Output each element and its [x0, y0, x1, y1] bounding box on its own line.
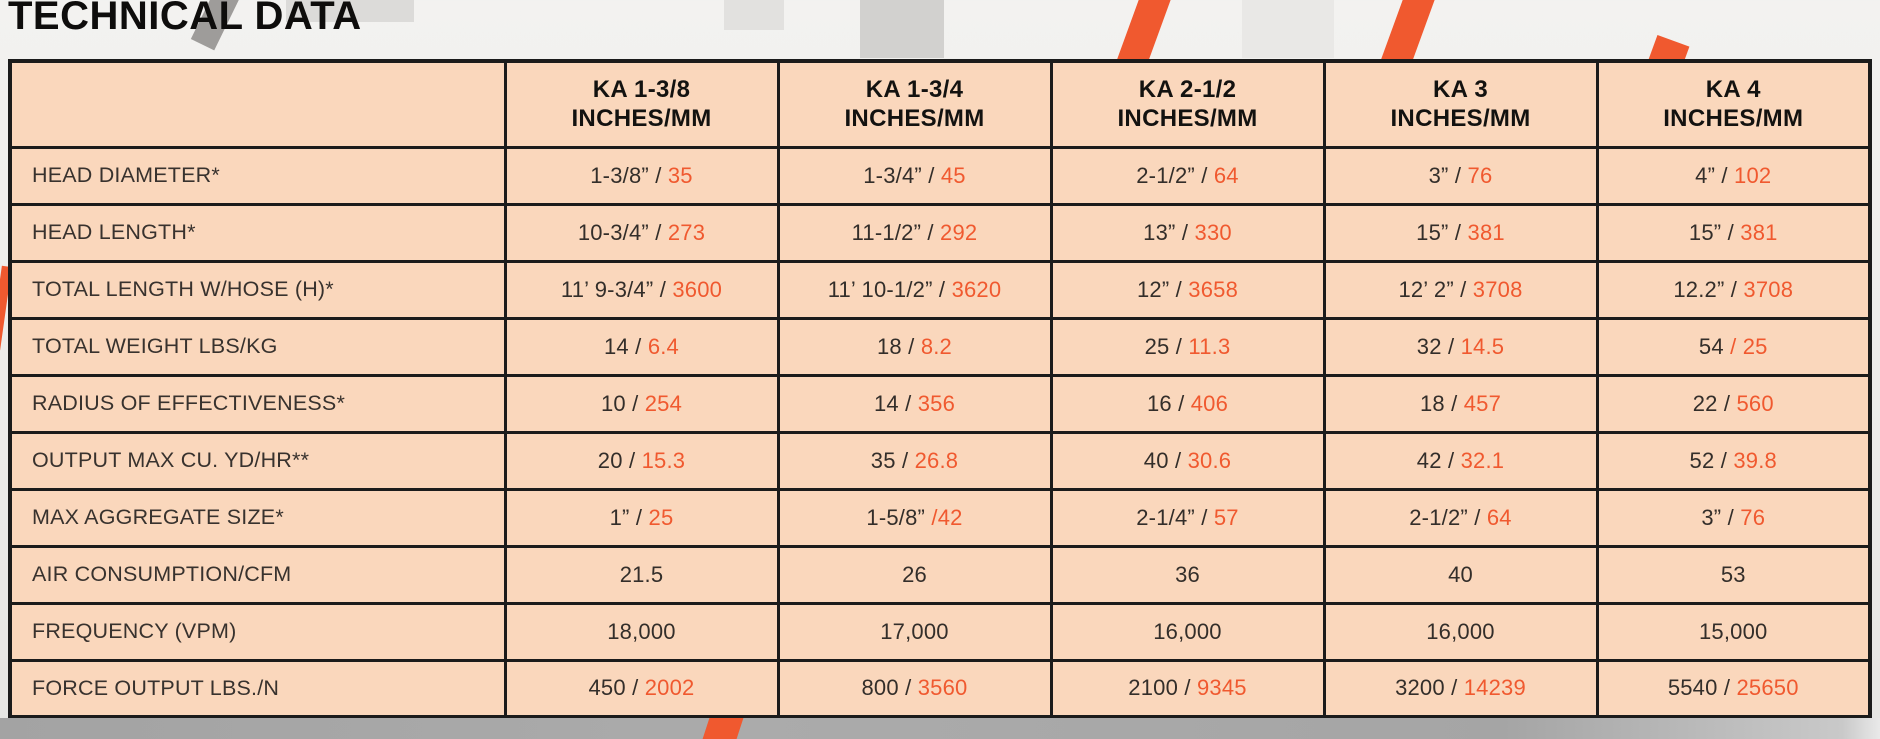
spec-cell: [778, 375, 1051, 432]
metric-value: 292: [940, 219, 978, 245]
metric-value: 356: [917, 390, 956, 416]
imperial-value: 16 /: [1146, 390, 1191, 416]
spec-cell: [1597, 432, 1870, 489]
column-header-model: KA 1-3/4: [865, 75, 964, 103]
imperial-value: 20 /: [597, 447, 642, 473]
column-header-units: INCHES/MM: [1117, 105, 1258, 133]
spec-cell: [778, 261, 1051, 318]
page-title: TECHNICAL DATA: [8, 0, 362, 38]
bottom-gray-band: [0, 718, 1880, 739]
table-row: [10, 261, 1870, 318]
imperial-value: 54: [1698, 333, 1731, 359]
imperial-value: 3” /: [1428, 162, 1468, 188]
spec-cell: [1597, 660, 1870, 717]
imperial-value: 13” /: [1143, 219, 1195, 245]
metric-value: 76: [1740, 504, 1766, 530]
spec-cell: [1324, 318, 1597, 375]
metric-value: 25: [648, 504, 674, 530]
imperial-value: 53: [1720, 561, 1746, 587]
imperial-value: 40 /: [1143, 447, 1188, 473]
imperial-value: 3” /: [1701, 504, 1741, 530]
imperial-value: 42 /: [1416, 447, 1461, 473]
metric-value: 25650: [1736, 675, 1799, 701]
imperial-value: 1” /: [609, 504, 649, 530]
row-label: MAX AGGREGATE SIZE*: [10, 489, 505, 546]
metric-value: 3708: [1472, 276, 1523, 302]
spec-cell: [1051, 261, 1324, 318]
spec-cell: [778, 318, 1051, 375]
imperial-value: 12.2” /: [1673, 276, 1744, 302]
spec-cell: [1597, 603, 1870, 660]
column-header-units: INCHES/MM: [844, 105, 985, 133]
spec-cell: [1051, 204, 1324, 261]
spec-cell: [778, 432, 1051, 489]
spec-cell: [1597, 375, 1870, 432]
column-header-units: INCHES/MM: [1663, 105, 1804, 133]
table-row: [10, 660, 1870, 717]
spec-cell: [1051, 147, 1324, 204]
imperial-value: 14 /: [604, 333, 648, 359]
metric-value: 14239: [1463, 675, 1526, 701]
spec-cell: [505, 603, 778, 660]
row-label: TOTAL LENGTH W/HOSE (H)*: [10, 261, 505, 318]
imperial-value: 21.5: [619, 561, 664, 587]
imperial-value: 15” /: [1416, 219, 1468, 245]
spec-cell: [1324, 603, 1597, 660]
spec-cell: [1597, 261, 1870, 318]
metric-value: 381: [1740, 219, 1778, 245]
imperial-value: 10-3/4” /: [577, 219, 668, 245]
imperial-value: 16,000: [1153, 618, 1222, 644]
metric-value: /42: [931, 504, 963, 530]
table-row: [10, 546, 1870, 603]
metric-value: 6.4: [647, 333, 679, 359]
row-label: FORCE OUTPUT LBS./N: [10, 660, 505, 717]
spec-cell: [1324, 432, 1597, 489]
column-header-model: KA 2-1/2: [1138, 75, 1237, 103]
metric-value: 560: [1736, 390, 1774, 416]
imperial-value: 1-5/8”: [866, 504, 932, 530]
imperial-value: 2-1/4” /: [1136, 504, 1214, 530]
spec-cell: [1597, 546, 1870, 603]
spec-cell: [1324, 546, 1597, 603]
metric-value: 102: [1734, 162, 1772, 188]
imperial-value: 11’ 10-1/2” /: [827, 276, 952, 302]
imperial-value: 35 /: [870, 447, 915, 473]
metric-value: 76: [1467, 162, 1493, 188]
column-header: [505, 61, 778, 147]
table-row: [10, 603, 1870, 660]
column-header: [778, 61, 1051, 147]
imperial-value: 15” /: [1688, 219, 1741, 245]
spec-cell: [505, 489, 778, 546]
imperial-value: 17,000: [880, 618, 949, 644]
metric-value: 254: [644, 390, 683, 416]
spec-cell: [1324, 147, 1597, 204]
column-header: [1597, 61, 1870, 147]
metric-value: 64: [1213, 162, 1239, 188]
column-header-units: INCHES/MM: [1390, 105, 1531, 133]
imperial-value: 52 /: [1689, 447, 1734, 473]
spec-cell: [778, 660, 1051, 717]
imperial-value: 800 /: [861, 675, 918, 701]
header-empty-cell: [10, 61, 505, 147]
imperial-value: 3200 /: [1395, 675, 1464, 701]
metric-value: 57: [1213, 504, 1239, 530]
table-row: [10, 375, 1870, 432]
imperial-value: 18 /: [877, 333, 921, 359]
metric-value: 39.8: [1733, 447, 1777, 473]
spec-cell: [1597, 147, 1870, 204]
imperial-value: 12’ 2” /: [1398, 276, 1473, 302]
spec-cell: [778, 204, 1051, 261]
metric-value: 330: [1194, 219, 1232, 245]
imperial-value: 11’ 9-3/4” /: [560, 276, 673, 302]
imperial-value: 10 /: [600, 390, 645, 416]
spec-cell: [778, 489, 1051, 546]
row-label: HEAD DIAMETER*: [10, 147, 505, 204]
photo-fragment: [860, 0, 944, 58]
imperial-value: 14 /: [873, 390, 918, 416]
imperial-value: 11-1/2” /: [851, 219, 941, 245]
header-row: [10, 61, 1870, 147]
table-row: [10, 489, 1870, 546]
row-label: RADIUS OF EFFECTIVENESS*: [10, 375, 505, 432]
imperial-value: 12” /: [1136, 276, 1189, 302]
metric-value: 3600: [672, 276, 723, 302]
metric-value: 14.5: [1460, 333, 1505, 359]
spec-cell: [505, 432, 778, 489]
spec-cell: [1051, 546, 1324, 603]
table-row: [10, 147, 1870, 204]
row-label: TOTAL WEIGHT LBS/KG: [10, 318, 505, 375]
column-header-model: KA 3: [1433, 75, 1488, 103]
row-label: AIR CONSUMPTION/CFM: [10, 546, 505, 603]
spec-cell: [1597, 318, 1870, 375]
spec-cell: [1051, 375, 1324, 432]
imperial-value: 5540 /: [1667, 675, 1737, 701]
imperial-value: 450 /: [588, 675, 645, 701]
imperial-value: 1-3/4” /: [863, 162, 941, 188]
spec-cell: [505, 261, 778, 318]
imperial-value: 36: [1175, 561, 1200, 587]
spec-cell: [1324, 375, 1597, 432]
photo-fragment: [724, 0, 784, 30]
table-row: [10, 204, 1870, 261]
imperial-value: 18 /: [1419, 390, 1464, 416]
spec-cell: [505, 318, 778, 375]
spec-cell: [778, 603, 1051, 660]
row-label: FREQUENCY (VPM): [10, 603, 505, 660]
column-header-units: INCHES/MM: [571, 105, 712, 133]
spec-cell: [1051, 603, 1324, 660]
spec-cell: [1051, 489, 1324, 546]
metric-value: 45: [940, 162, 966, 188]
spec-cell: [1597, 489, 1870, 546]
spec-cell: [1324, 660, 1597, 717]
spec-cell: [505, 660, 778, 717]
spec-cell: [505, 375, 778, 432]
table-row: [10, 318, 1870, 375]
imperial-value: 15,000: [1699, 618, 1768, 644]
spec-cell: [1324, 489, 1597, 546]
imperial-value: 2100 /: [1128, 675, 1197, 701]
imperial-value: 2-1/2” /: [1136, 162, 1214, 188]
table-body: [10, 147, 1870, 717]
metric-value: 3620: [951, 276, 1002, 302]
spec-cell: [778, 546, 1051, 603]
metric-value: 15.3: [641, 447, 686, 473]
metric-value: 3708: [1743, 276, 1794, 302]
spec-cell: [1051, 660, 1324, 717]
metric-value: / 25: [1730, 333, 1768, 359]
metric-value: 381: [1467, 219, 1505, 245]
spec-cell: [778, 147, 1051, 204]
spec-cell: [1324, 204, 1597, 261]
imperial-value: 2-1/2” /: [1409, 504, 1487, 530]
metric-value: 30.6: [1187, 447, 1232, 473]
metric-value: 2002: [644, 675, 695, 701]
column-header-model: KA 4: [1705, 75, 1761, 103]
metric-value: 3658: [1188, 276, 1239, 302]
column-header: [1051, 61, 1324, 147]
metric-value: 457: [1463, 390, 1502, 416]
spec-cell: [1051, 432, 1324, 489]
spec-cell: [1597, 204, 1870, 261]
spec-cell: [1051, 318, 1324, 375]
metric-value: 3560: [917, 675, 968, 701]
imperial-value: 25 /: [1144, 333, 1189, 359]
imperial-value: 26: [902, 561, 927, 587]
spec-cell: [505, 204, 778, 261]
metric-value: 26.8: [914, 447, 959, 473]
metric-value: 406: [1190, 390, 1229, 416]
table-row: [10, 432, 1870, 489]
row-label: OUTPUT MAX CU. YD/HR**: [10, 432, 505, 489]
imperial-value: 1-3/8” /: [590, 162, 668, 188]
imperial-value: 16,000: [1426, 618, 1495, 644]
metric-value: 273: [667, 219, 706, 245]
imperial-value: 18,000: [607, 618, 676, 644]
spec-cell: [505, 546, 778, 603]
row-label: HEAD LENGTH*: [10, 204, 505, 261]
metric-value: 35: [667, 162, 693, 188]
column-header-model: KA 1-3/8: [592, 75, 691, 103]
spec-cell: [505, 147, 778, 204]
imperial-value: 40: [1448, 561, 1473, 587]
technical-data-table: [8, 59, 1872, 719]
metric-value: 64: [1486, 504, 1512, 530]
column-header: [1324, 61, 1597, 147]
imperial-value: 22 /: [1692, 390, 1737, 416]
metric-value: 8.2: [920, 333, 952, 359]
orange-stripe-decoration: [703, 718, 744, 739]
imperial-value: 32 /: [1416, 333, 1461, 359]
imperial-value: 4” /: [1695, 162, 1735, 188]
photo-fragment: [1242, 0, 1334, 58]
metric-value: 11.3: [1188, 333, 1231, 359]
metric-value: 9345: [1196, 675, 1247, 701]
spec-cell: [1324, 261, 1597, 318]
metric-value: 32.1: [1460, 447, 1505, 473]
